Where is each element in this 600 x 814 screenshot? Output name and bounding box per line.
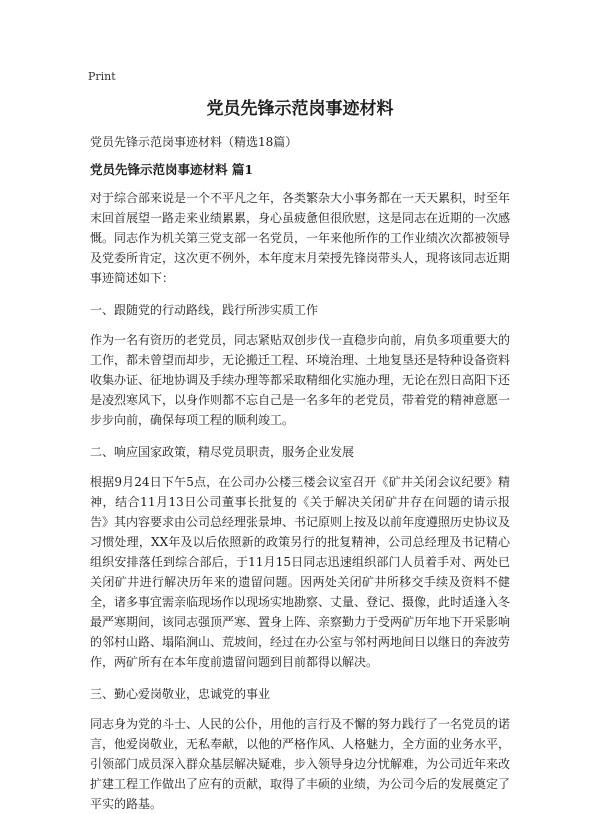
print-link[interactable]: Print bbox=[88, 70, 116, 83]
heading-1: 一、跟随党的行动路线，践行所涉实质工作 bbox=[90, 303, 319, 317]
document-subtitle: 党员先锋示范岗事迹材料（精选18篇） bbox=[90, 135, 298, 149]
intro-paragraph: 对于综合部来说是一个不平凡之年，各类繁杂大小事务都在一天天累积，时至年末回首展望一路走来业绩累累，身心虽疲惫但很欣慰，这是同志在近期的一次感慨。同志作为机关第三党支部一名党员，一年来他所作的工作业绩次次都被领导及党委所肯定，这次更不例外，本年度末月荣授先锋岗带头人，现将该同志近期事迹简述如下： bbox=[90, 191, 511, 285]
heading-2: 二、响应国家政策，精尽党员职责，服务企业发展 bbox=[90, 445, 355, 459]
paragraph-1: 作为一名有资历的老党员，同志紧贴双创步伐一直稳步向前，肩负多项重要大的工作，都未曾望而却步，无论搬迁工程、环境治理、土地复垦还是特种设备资料收集办证、征地协调及手续办理等都采取精细化实施办理，无论在烈日高阳下还是凌烈寒风下，以身作则都不忘自己是一名多年的老党员，带着党的精神意愿一步步向前，确保每项工程的顺利竣工。 bbox=[90, 333, 511, 427]
paragraph-2: 根据9月24日下午5点，在公司办公楼三楼会议室召开《矿井关闭会议纪要》精神，结合11月13日公司董事长批复的《关于解决关闭矿井存在问题的请示报告》其内容要求由公司总经理张景坤、书记原则上按及以前年度遵照历史协议及习惯处理，XX年及以后依照新的政策另行的批复精神，公司总经理及书记精心组织安排落任到综合部后，于11月15日同志迅速组织部门人员着手对、两处已关闭矿井进行解决历年来的遗留问题。因两处关闭矿井所移交手续及资料不健全，诸多事宜需亲临现场作以现场实地勘察、丈量、登记、摄像，此时适逢入冬最严寒期间，该同志强顶严寒、置身上阵、亲察勤力于受两矿历年地下开采影响的邻村山路、塌陷涧山、荒坡间，经过在办公室与邻村两地间日以继日的奔波劳作，两矿所有在本年度前遗留问题到目前都得以解决。 bbox=[90, 475, 511, 669]
page-title: 党员先锋示范岗事迹材料 bbox=[206, 99, 394, 119]
section-title: 党员先锋示范岗事迹材料 篇1 bbox=[90, 162, 254, 177]
paragraph-3: 同志身为党的斗士、人民的公仆，用他的言行及不懈的努力践行了一名党员的诺言，他爱岗敬业，无私奉献，以他的严格作风、人格魅力，全方面的业务水平，引领部门成员深入群众基层解决疑难，步入领导身边分忧解难，为公司近年来改扩建工程工作做出了应有的贡献，取得了丰硕的业绩，为公司今后的发展奠定了平实的路基。 bbox=[90, 717, 511, 811]
heading-3: 三、勤心爱岗敬业，忠诚党的事业 bbox=[90, 687, 271, 701]
